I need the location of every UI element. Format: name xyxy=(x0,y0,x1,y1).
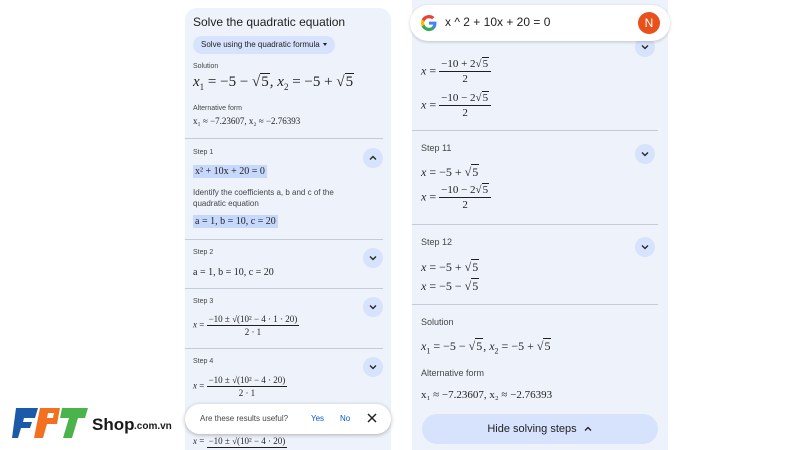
search-query[interactable]: x ^ 2 + 10x + 20 = 0 xyxy=(445,15,551,29)
chevron-up-icon xyxy=(368,153,378,163)
alt-x2: x₂ ≈ −2.76393 xyxy=(489,389,553,401)
feedback-no-button[interactable]: No xyxy=(340,414,351,423)
logo-domain-text: .com.vn xyxy=(134,421,172,432)
alternative-form-label: Alternative form xyxy=(421,368,485,378)
step-12-label: Step 12 xyxy=(421,237,453,247)
divider xyxy=(412,224,658,225)
step-3-label: Step 3 xyxy=(193,298,214,305)
avatar[interactable]: N xyxy=(638,12,660,34)
step-12-line-1: x = −5 + √5 xyxy=(421,260,479,274)
solve-method-dropdown[interactable] xyxy=(193,36,335,54)
divider xyxy=(185,239,383,240)
divider xyxy=(185,348,383,349)
feedback-bar xyxy=(185,404,391,434)
steps-panel-right xyxy=(412,0,668,450)
solution-label: Solution xyxy=(421,317,454,327)
step-11-line-1: x = −5 + √5 xyxy=(421,165,479,179)
step-10-line-2: x = $\frac{-10 - 2√5}{2}$ xyxy=(421,92,491,119)
step-1-description: Identify the coefficients a, b and c of the quadratic equation xyxy=(193,188,334,208)
step-10-line-1: x = $\frac{-10 + 2√5}{2}$ xyxy=(421,58,491,85)
alternative-form-value xyxy=(193,116,300,126)
google-logo-icon xyxy=(420,14,438,32)
alt-x1: x₁ ≈ −7.23607, xyxy=(421,389,487,401)
fpt-shop-logo xyxy=(12,402,182,442)
step-11-expand-button[interactable] xyxy=(635,144,655,164)
step-1-label: Step 1 xyxy=(193,149,214,156)
divider xyxy=(185,138,383,139)
alternative-form-label: Alternative form xyxy=(193,105,243,112)
hide-solving-steps-button[interactable] xyxy=(422,414,658,444)
alt-x2: x₂ ≈ −2.76393 xyxy=(248,116,301,126)
chevron-down-icon xyxy=(368,362,378,372)
step-4-numerator: −10 ± √(10² − 4 · 20) xyxy=(208,375,286,385)
page-title: Solve the quadratic equation xyxy=(193,15,346,29)
step-4-denominator: 2 · 1 xyxy=(238,388,256,398)
step-12-expand-button[interactable] xyxy=(635,237,655,257)
step-3-numerator: −10 ± √(10² − 4 · 1 · 20) xyxy=(208,314,298,324)
divider xyxy=(412,130,658,131)
feedback-yes-button[interactable]: Yes xyxy=(311,414,325,423)
step-12-line-2: x = −5 − √5 xyxy=(421,279,479,293)
step-5-formula-partial: x = −10 ± √(10² − 4 · 20) xyxy=(193,436,286,447)
divider xyxy=(185,288,383,289)
chevron-up-icon xyxy=(583,424,593,434)
step-4-expand-button[interactable] xyxy=(363,357,383,377)
divider xyxy=(412,304,658,305)
close-icon[interactable] xyxy=(366,412,378,424)
steps-panel-left xyxy=(185,8,391,450)
chevron-down-icon xyxy=(640,149,650,159)
step-11-line-2: x = $\frac{-10 - 2√5}{2}$ xyxy=(421,184,491,211)
solution-label: Solution xyxy=(193,63,219,70)
alternative-form-value xyxy=(421,389,552,401)
solution-equation: $x_1 = -5 - √5$, $x_2 = -5 + √5$ xyxy=(421,339,551,356)
step-1-collapse-button[interactable] xyxy=(363,148,383,168)
hide-steps-label: Hide solving steps xyxy=(487,423,577,435)
alt-x1: x₁ ≈ −7.23607, xyxy=(193,116,247,126)
solution-equation: $x_1 = -5 - √5$, $x_2 = -5 + √5$ xyxy=(193,74,354,92)
method-label: Solve using the quadratic formula xyxy=(201,40,320,49)
search-bar[interactable] xyxy=(410,5,670,41)
step-1-equation: x² + 10x + 20 = 0 xyxy=(195,166,265,177)
step-4-label: Step 4 xyxy=(193,358,214,365)
logo-shop-text: Shop xyxy=(92,415,135,434)
step-3-formula: x = $\frac{\text{−10 ± √(10² − 4 · 1 · 20)}}{2 \cdot 1}$ xyxy=(193,314,298,337)
chevron-down-icon xyxy=(640,42,650,52)
feedback-question: Are these results useful? xyxy=(200,414,289,423)
chevron-down-icon xyxy=(640,242,650,252)
caret-down-icon xyxy=(323,43,327,46)
step-2-expand-button[interactable] xyxy=(363,248,383,268)
step-1-coefficients: a = 1, b = 10, c = 20 xyxy=(195,216,276,227)
step-3-expand-button[interactable] xyxy=(363,297,383,317)
step-4-formula: x = $\frac{\text{−10 ± √(10² − 4 · 20)}}{2 \cdot 1}$ xyxy=(193,375,286,398)
fpt-logo-icon xyxy=(12,402,92,442)
chevron-down-icon xyxy=(368,253,378,263)
step-2-coefficients: a = 1, b = 10, c = 20 xyxy=(193,267,274,278)
chevron-down-icon xyxy=(368,302,378,312)
step-11-label: Step 11 xyxy=(421,143,452,153)
step-2-label: Step 2 xyxy=(193,249,214,256)
step-3-denominator: 2 · 1 xyxy=(244,327,262,337)
